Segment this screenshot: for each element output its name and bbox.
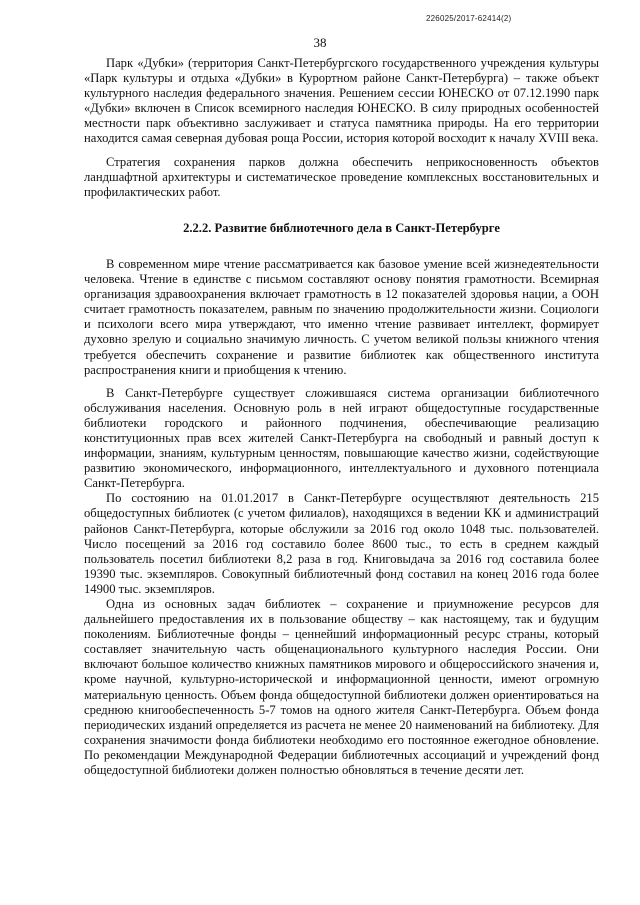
page-number: 38 bbox=[313, 35, 327, 50]
paragraph-reading: В современном мире чтение рассматривается как базовое умение всей жизнедеятельности человека. Чтение в единстве с письмом составляют основу понятия грамотности. Всемирная организация здравоохранения включает грамотность в 12 показателей здоровья нации, а ООН считает грамотность показателем, равным по значению продолжительности жизни. Социологи и психологи всего мира утверждают, что именно чтение развивает интеллект, формирует духовно зрелую и социально значимую личность. С учетом великой пользы книжного чтения требуется обеспечить сохранение и развитие библиотек как общественного института распространения книги и приобщения к чтению. bbox=[84, 256, 599, 377]
paragraph-parks-strategy: Стратегия сохранения парков должна обеспечить неприкосновенность объектов ландшафтной архитектуры и систематическое проведение комплексных восстановительных и профилактических работ. bbox=[84, 154, 599, 199]
document-id: 226025/2017-62414(2) bbox=[426, 14, 512, 23]
paragraph-library-system: В Санкт-Петербурге существует сложившаяся система организации библиотечного обслуживания населения. Основную роль в ней играют общедоступные государственные библиотеки городского и районного подчинения, обеспечивающие реализацию конституционных прав всех жителей Санкт-Петербурга на свободный и равный доступ к информации, знаниям, культурным ценностям, повышающие качество жизни, содействующие развитию экономического, информационного, интеллектуального и духовного потенциала Санкт-Петербурга. bbox=[84, 385, 599, 491]
document-body bbox=[84, 56, 599, 778]
section-heading: 2.2.2. Развитие библиотечного дела в Санкт-Петербурге bbox=[183, 220, 500, 235]
paragraph-library-statistics: По состоянию на 01.01.2017 в Санкт-Петербурге осуществляют деятельность 215 общедоступных библиотек (с учетом филиалов), находящихся в ведении КК и администраций районов Санкт-Петербурга, которые обслужили за 2016 год около 1048 тыс. пользователей. Число посещений за 2016 год составило более 8600 тыс., то есть в среднем каждый пользователь посетил библиотеки 8,2 раза в год. Книговыдача за 2016 год составила более 19390 тыс. экземпляров. Совокупный библиотечный фонд составил на конец 2016 года более 14900 тыс. экземпляров. bbox=[84, 491, 599, 596]
paragraph-dubki-park: Парк «Дубки» (территория Санкт-Петербургского государственного учреждения культуры «Парк культуры и отдыха «Дубки» в Курортном районе Санкт-Петербурга) – также объект культурного наследия федерального значения. Решением сессии ЮНЕСКО от 07.12.1990 парк «Дубки» включен в Список всемирного наследия ЮНЕСКО. В силу природных особенностей местности парк объективно заслуживает и статуса памятника природы. На его территории находится самая северная дубовая роща России, история которой восходит к началу XVIII века. bbox=[84, 56, 599, 146]
paragraph-library-funds: Одна из основных задач библиотек – сохранение и приумножение ресурсов для дальнейшего предоставления их в пользование обществу – как настоящему, так и будущим поколениям. Библиотечные фонды – ценнейший информационный ресурс страны, который составляет значительную часть общенационального культурного наследия России. Они включают большое количество книжных памятников мирового и общероссийского значения и, кроме научной, культурно-исторической и информационной ценности, имеют огромную материальную ценность. Объем фонда общедоступной библиотеки должен ориентироваться на среднюю книгообеспеченность 5-7 томов на одного жителя Санкт-Петербурга. Объем фонда периодических изданий определяется из расчета не менее 20 наименований на библиотеку. Для сохранения значимости фонда библиотеки необходимо его постоянное ежегодное обновление. По рекомендации Международной Федерации библиотечных ассоциаций и учреждений фонд общедоступной библиотеки должен полностью обновляться в течение десяти лет. bbox=[84, 597, 599, 778]
